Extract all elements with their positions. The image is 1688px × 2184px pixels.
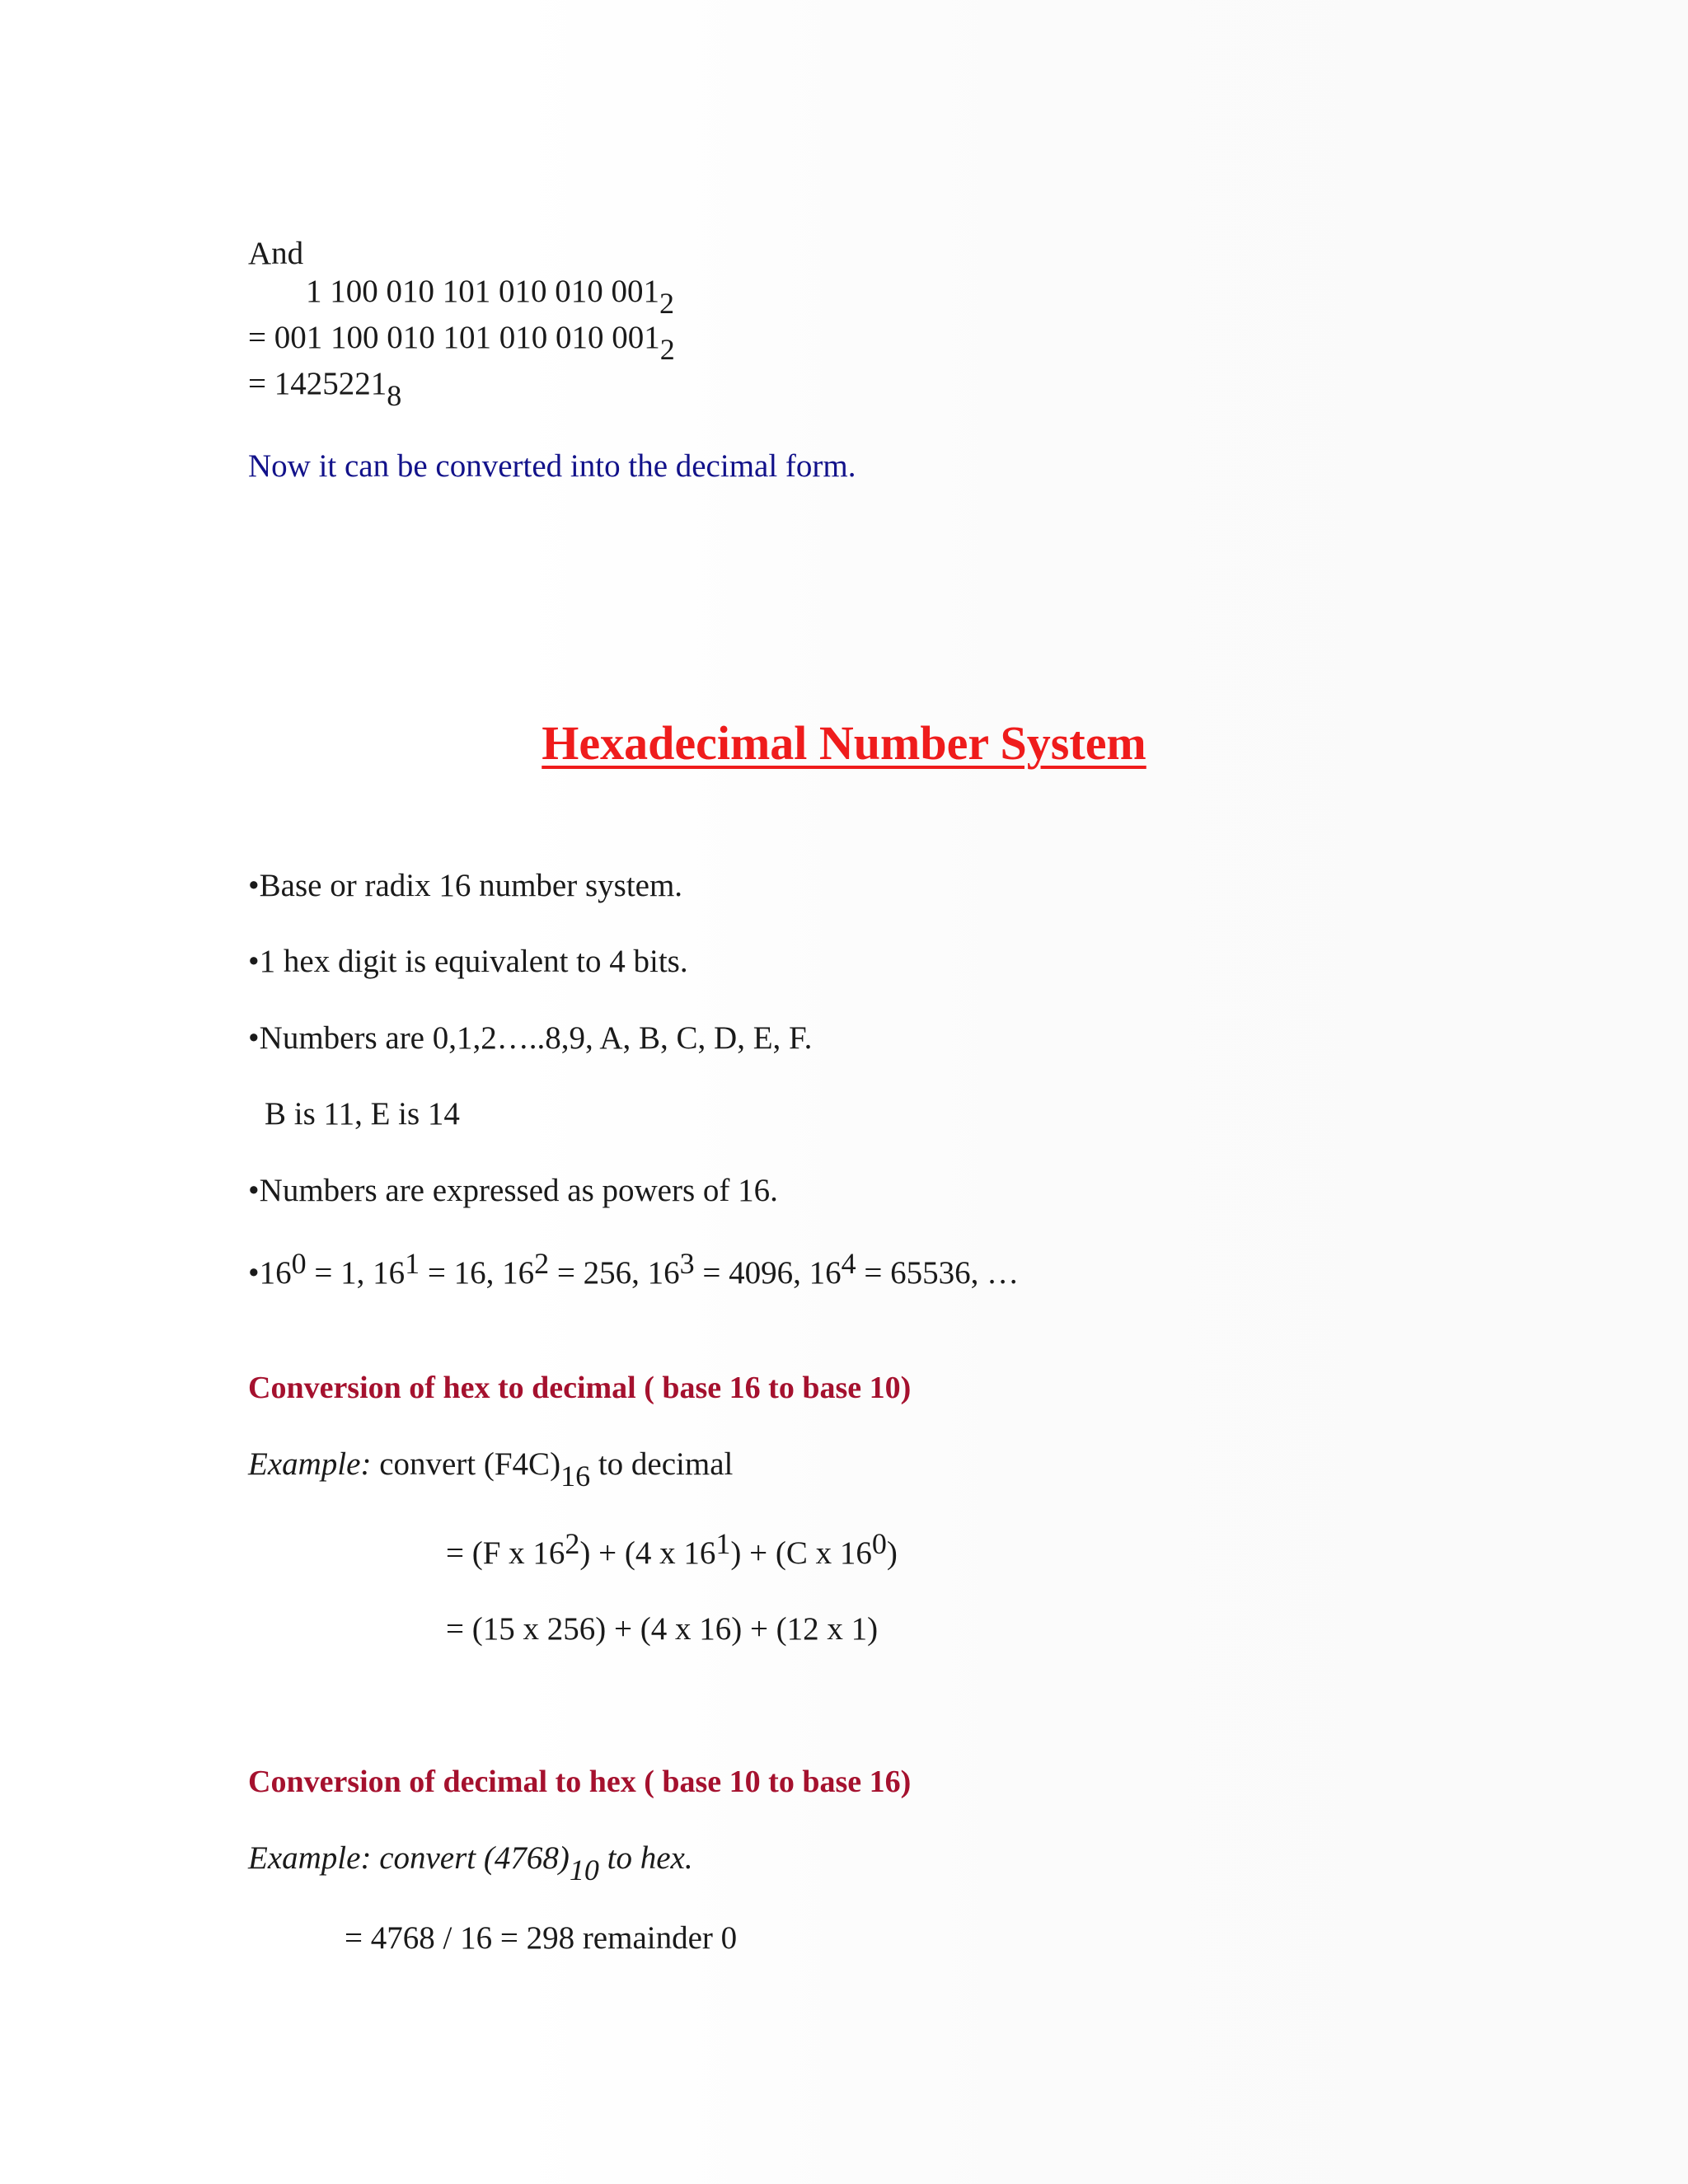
- exponent: 0: [291, 1247, 307, 1280]
- bullet-letter-values: B is 11, E is 14: [265, 1096, 460, 1132]
- bullet-base-radix: •Base or radix 16 number system.: [248, 868, 683, 903]
- section-title: Hexadecimal Number System: [542, 716, 1146, 770]
- octal-result-line: = 14252218: [248, 366, 402, 412]
- exponent: 1: [715, 1527, 731, 1560]
- and-label: And: [248, 236, 304, 271]
- base-subscript: 10: [569, 1854, 599, 1886]
- exponent: 2: [534, 1247, 550, 1280]
- hex-to-decimal-step-1: = (F x 162) + (4 x 161) + (C x 160): [446, 1527, 898, 1571]
- base-subscript: 2: [659, 287, 674, 320]
- exponent: 0: [871, 1527, 887, 1560]
- exponent: 3: [679, 1247, 695, 1280]
- decimal-to-hex-step-1: = 4768 / 16 = 298 remainder 0: [345, 1920, 738, 1956]
- hex-to-decimal-example: Example: convert (F4C)16 to decimal: [248, 1446, 734, 1493]
- binary-line-2: = 001 100 010 101 010 010 0012: [248, 320, 675, 366]
- exponent: 4: [841, 1247, 856, 1280]
- bullet-numbers-list: •Numbers are 0,1,2…..8,9, A, B, C, D, E, F.: [248, 1020, 813, 1056]
- binary-line-1: 1 100 010 101 010 010 0012: [306, 274, 674, 320]
- decimal-to-hex-heading: Conversion of decimal to hex ( base 10 to base 16): [248, 1765, 912, 1799]
- bullet-powers-of-16: •Numbers are expressed as powers of 16.: [248, 1173, 778, 1208]
- base-subscript: 8: [387, 379, 402, 412]
- decimal-to-hex-example: Example: convert (4768)10 to hex.: [248, 1840, 693, 1886]
- bullet-powers-values: •160 = 1, 161 = 16, 162 = 256, 163 = 4096, 164 = 65536, …: [248, 1247, 1020, 1291]
- conversion-note: Now it can be converted into the decimal form.: [248, 448, 856, 484]
- base-subscript: 2: [659, 333, 675, 366]
- hex-to-decimal-heading: Conversion of hex to decimal ( base 16 to base 10): [248, 1371, 912, 1405]
- base-subscript: 16: [560, 1460, 591, 1493]
- exponent: 1: [405, 1247, 420, 1280]
- bullet-hex-digit-bits: •1 hex digit is equivalent to 4 bits.: [248, 944, 688, 979]
- exponent: 2: [565, 1527, 580, 1560]
- hex-to-decimal-step-2: = (15 x 256) + (4 x 16) + (12 x 1): [446, 1611, 879, 1647]
